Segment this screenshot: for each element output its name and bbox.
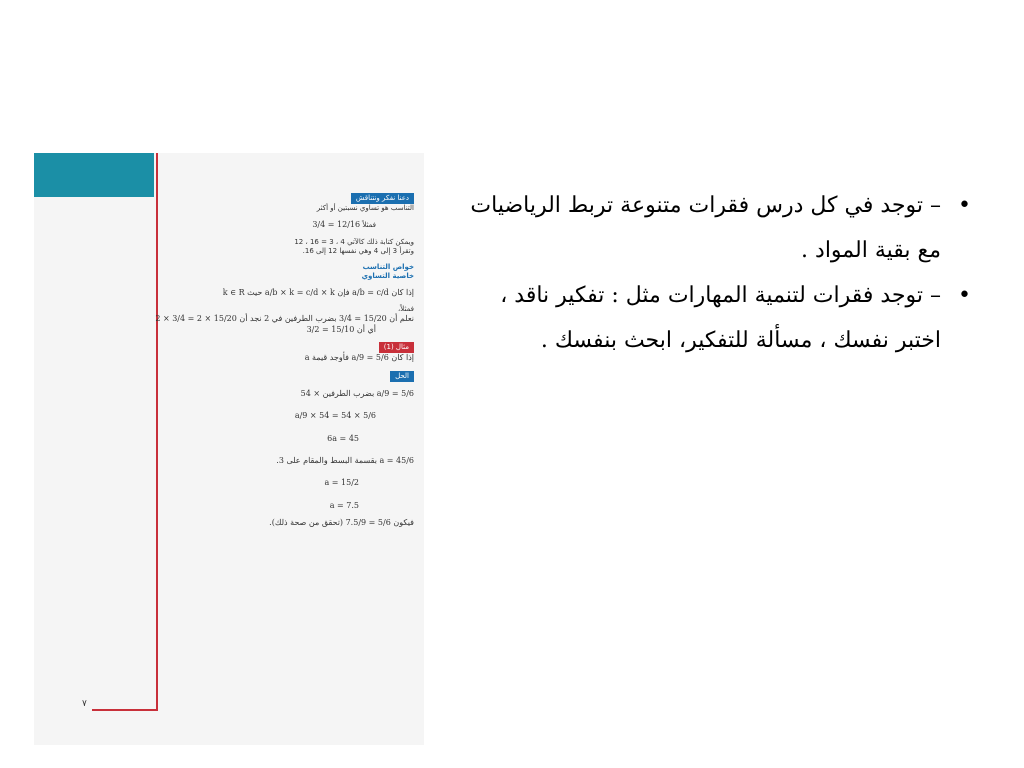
example-equation: 12/16 = 3/4 bbox=[312, 220, 361, 230]
textbook-page-image bbox=[34, 153, 424, 745]
solution-step-5: a = 15/2 bbox=[324, 478, 359, 488]
example-1-header: مثال (1) bbox=[379, 342, 414, 353]
solution-step-4: a = 45/6 بقسمة البسط والمقام على 3. bbox=[276, 455, 414, 465]
proportion-definition: التناسب هو تساوي نسبتين أو أكثر bbox=[316, 204, 414, 213]
bullet-list bbox=[470, 183, 975, 363]
solution-step-7: فيكون 5/6 = 7.5/9 (تحقق من صحة ذلك). bbox=[269, 518, 414, 528]
example-1-text: إذا كان 5/6 = a/9 فأوجد قيمة a bbox=[304, 353, 414, 363]
page-number: ٧ bbox=[82, 699, 87, 709]
know-line: نعلم أن 15/20 = 3/4 بضرب الطرفين في 2 نجد أن 15/20 × 2 = 3/4 × 2 bbox=[155, 314, 414, 324]
bullet-item-subject-links: • – توجد في كل درس فقرات متنوعة تربط الرياضيات مع بقية المواد . bbox=[470, 183, 975, 273]
red-margin-rule bbox=[156, 153, 158, 710]
bullet-item-skill-sections: • – توجد فقرات لتنمية المهارات مثل : تفكير ناقد ، اختبر نفسك ، مسألة للتفكير، ابحث بنفسك . bbox=[470, 273, 975, 363]
write-line-1: ويمكن كتابة ذلك كالآتي 4 ، 3 = 16 ، 12 bbox=[294, 237, 414, 246]
red-footer-rule bbox=[92, 709, 158, 711]
teal-header-band bbox=[34, 153, 154, 197]
equality-property-heading: خاصية التساوي bbox=[361, 271, 414, 280]
properties-title: خواص التناسب bbox=[362, 262, 414, 271]
example-label: فمثلاً bbox=[362, 221, 376, 230]
write-line-2: وتقرأ 3 إلى 4 وهي نفسها 12 إلى 16. bbox=[302, 246, 414, 255]
solution-step-6: a = 7.5 bbox=[329, 500, 359, 510]
for-example-label: فمثلاً، bbox=[398, 305, 414, 314]
i-e-line: أي أن 15/10 = 3/2 bbox=[306, 324, 376, 334]
solution-step-2: 5/6 × 54 = a/9 × 54 bbox=[294, 411, 376, 421]
solution-header: الحل bbox=[390, 371, 414, 382]
solution-step-3: 45 = 6a bbox=[327, 433, 359, 443]
discuss-header: دعنا نفكر ونتناقش bbox=[351, 193, 414, 204]
textbook-content bbox=[155, 193, 414, 529]
property-rule: إذا كان a/b = c/d فإن a/b × k = c/d × k حيث k ∈ R bbox=[222, 287, 414, 297]
solution-step-1: 5/6 = a/9 بضرب الطرفين × 54 bbox=[300, 388, 414, 398]
